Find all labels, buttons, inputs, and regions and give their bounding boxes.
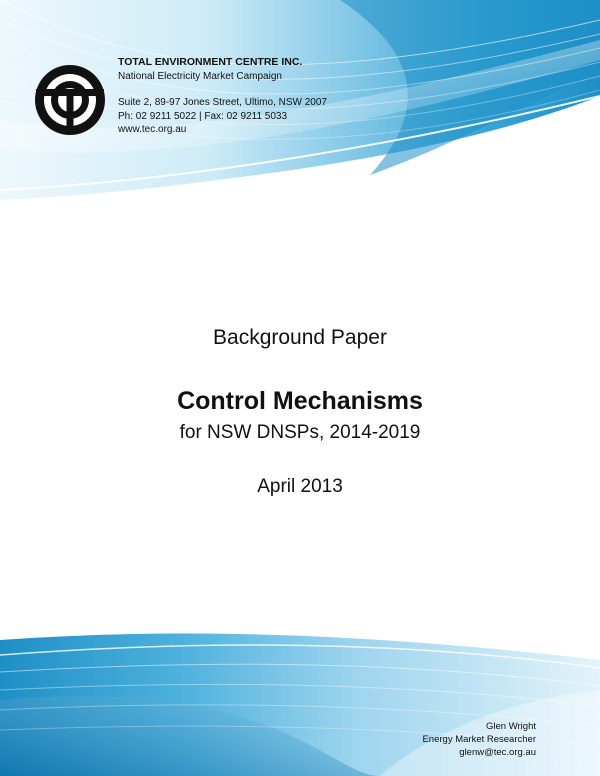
organization-campaign: National Electricity Market Campaign <box>118 70 282 82</box>
organization-info <box>118 56 327 137</box>
document-subtitle: for NSW DNSPs, 2014-2019 <box>179 422 421 443</box>
author-email: glenw@tec.org.au <box>459 747 536 758</box>
document-date: April 2013 <box>257 476 343 497</box>
organization-phone-fax: Ph: 02 9211 5022 | Fax: 02 9211 5033 <box>118 110 288 122</box>
author-name: Glen Wright <box>486 721 536 732</box>
document-type: Background Paper <box>213 326 387 349</box>
author-info <box>422 720 536 759</box>
organization-website: www.tec.org.au <box>118 124 187 135</box>
document-title: Control Mechanisms <box>177 387 423 415</box>
organization-address: Suite 2, 89-97 Jones Street, Ultimo, NSW 2007 <box>118 97 327 108</box>
organization-name: TOTAL ENVIRONMENT CENTRE INC. <box>118 56 303 68</box>
tec-logo-icon <box>32 62 108 138</box>
author-role: Energy Market Researcher <box>422 734 536 745</box>
